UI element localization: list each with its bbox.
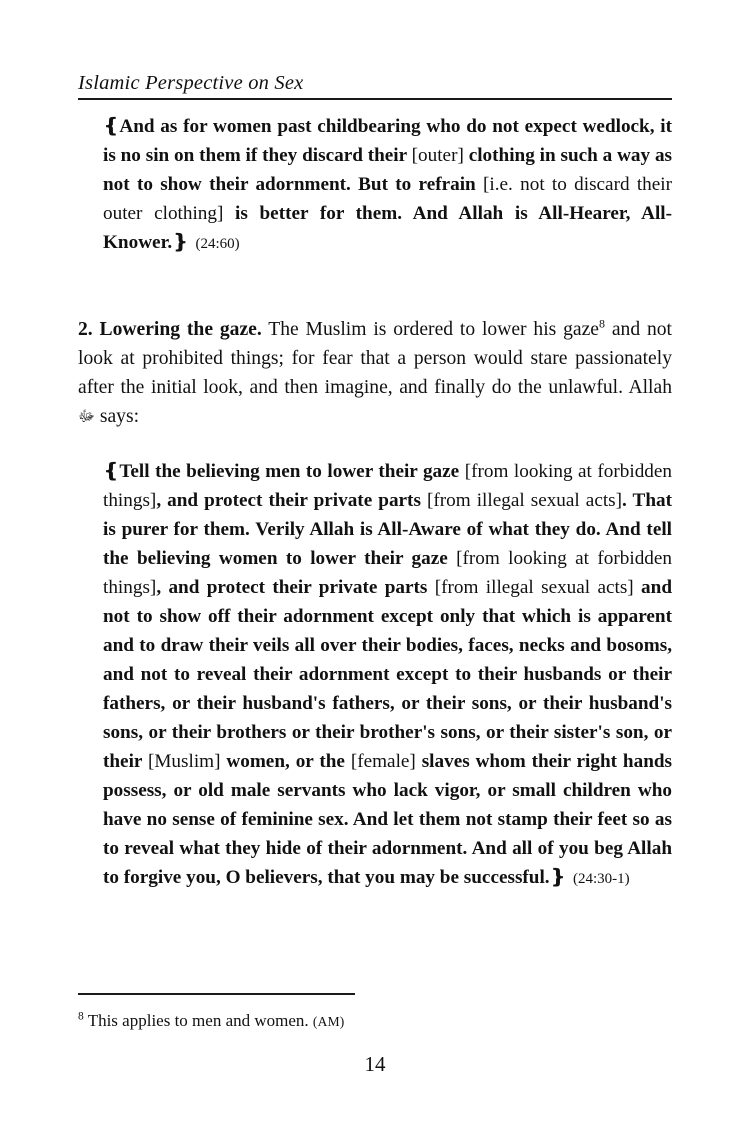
running-head — [78, 72, 672, 100]
quote-two-gloss-6: [female] — [350, 751, 416, 772]
quote-close-ornament-icon: ❵ — [549, 867, 566, 888]
page-content — [78, 112, 672, 894]
footnote-attribution: (AM) — [312, 1014, 345, 1029]
quote-two-segment-2: , and protect their private parts — [156, 490, 427, 511]
section-paragraph-lowering-the-gaze — [78, 315, 672, 431]
quote-two-segment-1: Tell the believing men to lower their gaze — [119, 461, 465, 482]
quote-two-gloss-3: [from looking at forbidden things] — [103, 548, 672, 598]
quote-one-gloss-1: [outer] — [411, 145, 464, 166]
spacer-before-quote-two — [78, 431, 672, 457]
quote-open-ornament-icon: ❴ — [103, 116, 120, 137]
section-heading-inline: 2. Lowering the gaze. — [78, 319, 262, 340]
quote-open-ornament-icon: ❴ — [103, 461, 120, 482]
quote-two-gloss-5: [Muslim] — [147, 751, 221, 772]
paragraph-text-2: and not look at prohibited things; for fear that a person would stare passionately after the initial look, and then imagine, and finally do the unlawful. Allah — [78, 319, 672, 398]
spacer-after-quote-one — [78, 259, 672, 315]
quote-one-segment-1: And as for women past childbearing who do not expect wedlock, it is no sin on them if they discard their — [103, 116, 672, 166]
running-head-rule — [78, 98, 672, 100]
footnote-number: 8 — [78, 1010, 84, 1023]
allah-honorific-icon: ﷻ — [78, 407, 95, 425]
quote-one-citation: (24:60) — [195, 236, 240, 252]
quote-two-segment-4: , and protect their private parts — [156, 577, 435, 598]
footnote-separator-rule — [78, 993, 355, 995]
quote-two-segment-3: . That is purer for them. Verily Allah is All-Aware of what they do. And tell the believing women to lower their gaze — [103, 490, 672, 569]
quote-two-gloss-1: [from looking at forbidden things] — [103, 461, 672, 511]
footnote-entry — [78, 1009, 672, 1033]
quote-close-ornament-icon: ❵ — [172, 232, 189, 253]
quran-quote-one — [103, 112, 672, 259]
paragraph-text-3: says: — [94, 406, 140, 427]
footnote-reference-marker[interactable]: 8 — [599, 316, 605, 331]
quote-one-gloss-2: [i.e. not to discard their outer clothing] — [103, 174, 672, 224]
quote-two-segment-5: and not to show off their adornment except only that which is apparent and to draw their veils all over their bodies, faces, necks and bosoms, and not to reveal their adornment except to their husbands or their fathers, or their husband's fathers, or their sons, or their husband's sons, or their brothers or their brother's sons, or their sister's son, or their — [103, 577, 672, 772]
quote-one-segment-3: is better for them. And Allah is All-Hearer, All-Knower. — [103, 203, 672, 253]
quote-one-segment-2: clothing in such a way as not to show their adornment. But to refrain — [103, 145, 673, 195]
footnote-area — [78, 993, 672, 1033]
page-number: 14 — [364, 1052, 386, 1076]
quote-two-gloss-2: [from illegal sexual acts] — [426, 490, 623, 511]
quote-two-gloss-4: [from illegal sexual acts] — [434, 577, 634, 598]
paragraph-text-1: The Muslim is ordered to lower his gaze — [261, 319, 599, 340]
quote-two-segment-7: slaves whom their right hands possess, or old male servants who lack vigor, or small children who have no sense of feminine sex. And let them not stamp their feet so as to reveal what they hide of their adornment. And all of you beg Allah to forgive you, O believers, that you may be successful. — [103, 751, 673, 888]
footnote-body-text: This applies to men and women. — [87, 1011, 309, 1030]
quote-two-citation: (24:30-1) — [572, 871, 630, 887]
running-head-title: Islamic Perspective on Sex — [78, 72, 304, 94]
quote-two-segment-6: women, or the — [220, 751, 351, 772]
quran-quote-two — [103, 457, 672, 894]
